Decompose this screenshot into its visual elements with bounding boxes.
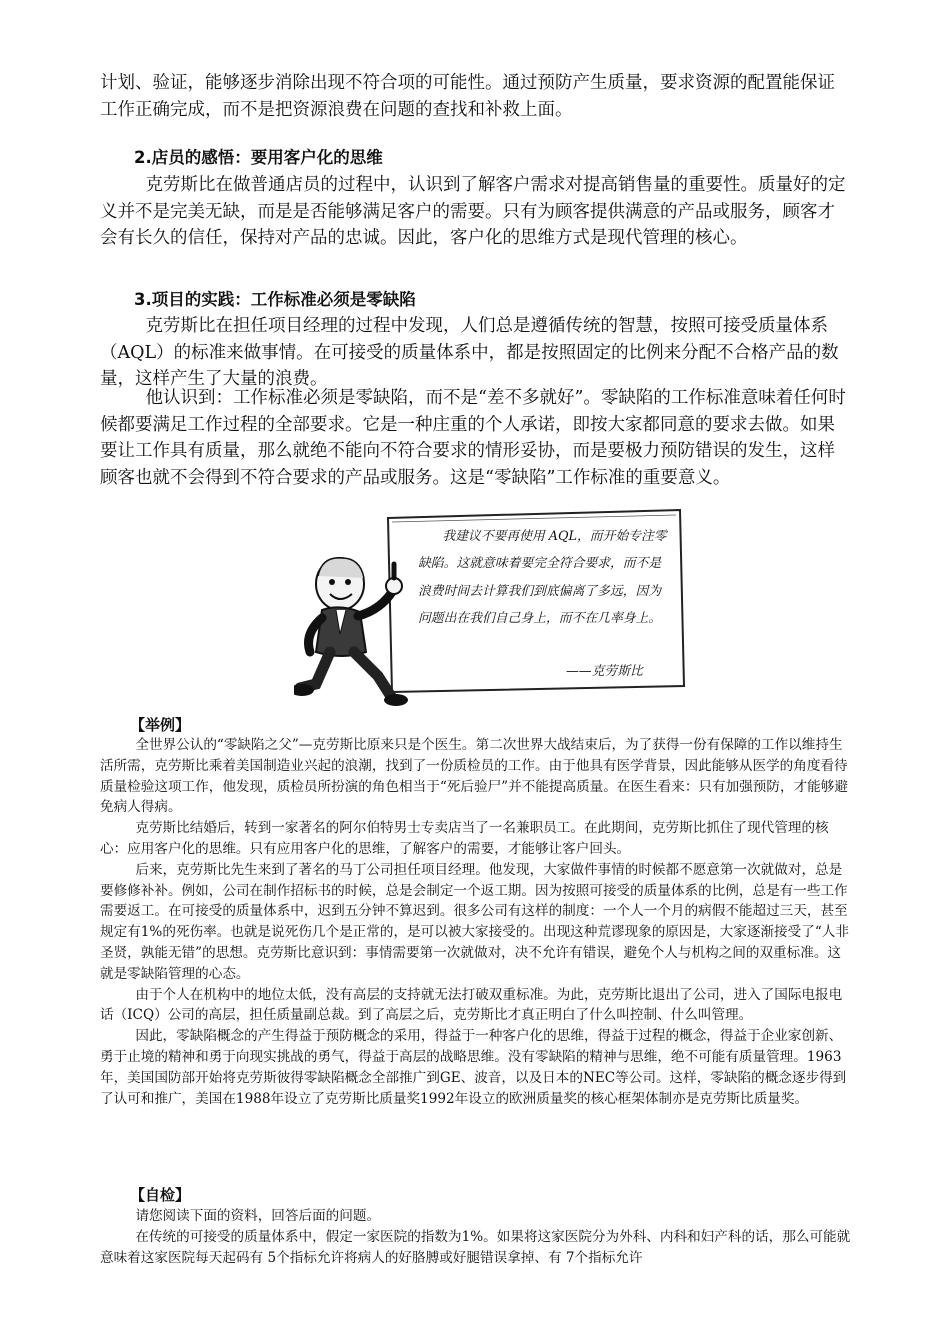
example-heading: 【举例】 — [130, 716, 191, 734]
section-2-heading: 2.店员的感悟：要用客户化的思维 — [134, 148, 383, 167]
selfcheck-paragraph: 在传统的可接受的质量体系中，假定一家医院的指数为1%。如果将这家医院分为外科、内科和妇产科的话，那么可能就意味着这家医院每天起码有 5个指标允许将病人的好胳膊或好腿错误拿掉、有 7个指标允许 — [100, 1228, 851, 1266]
selfcheck-body — [100, 1206, 852, 1268]
example-paragraph: 因此，零缺陷概念的产生得益于预防概念的采用，得益于一种客户化的思维，得益于过程的概念，得益于企业家创新、勇于止境的精神和勇于向现实挑战的勇气，得益于高层的战略思维。没有零缺陷的精神与思维，绝不可能有质量管理。1963年，美国国防部开始将克劳斯彼得零缺陷概念全部推广到GE、波音，以及日本的NEC等公司。这样，零缺陷的概念逐步得到了认可和推广，美国在1988年设立了克劳斯比质量奖1992年设立的欧洲质量奖的核心框架体制亦是克劳斯比质量奖。 — [100, 1028, 847, 1107]
example-paragraph: 由于个人在机构中的地位太低，没有高层的支持就无法打破双重标准。为此，克劳斯比退出了公司，进入了国际电报电话（ICQ）公司的高层，担任质量副总裁。到了高层之后，克劳斯比才真正明白了什么叫控制、什么叫管理。 — [100, 986, 843, 1024]
selfcheck-heading: 【自检】 — [130, 1186, 191, 1204]
intro-paragraph: 计划、验证，能够逐步消除出现不符合项的可能性。通过预防产生质量，要求资源的配置能保证工作正确完成，而不是把资源浪费在问题的查找和补救上面。 — [100, 73, 835, 120]
quote-text: 我建议不要再使用 AQL，而开始专注零缺陷。这就意味着要完全符合要求，而不是浪费时间去计算我们到底偏离了多远，因为问题出在我们自己身上，而不在几率身上。 — [418, 529, 667, 627]
example-paragraph: 克劳斯比结婚后，转到一家著名的阿尔伯特男士专卖店当了一名兼职员工。在此期间，克劳斯比抓住了现代管理的核心：应用客户化的思维。只有应用客户化的思维，了解客户的需要，才能够让客户回头。 — [100, 820, 829, 857]
section-3-paragraph-1: 克劳斯比在担任项目经理的过程中发现，人们总是遵循传统的智慧，按照可接受质量体系（AQL）的标准来做事情。在可接受的质量体系中，都是按照固定的比例来分配不合格产品的数量，这样产生了大量的浪费。 — [100, 316, 839, 389]
section-3-paragraph-2: 他认识到：工作标准必须是零缺陷，而不是“差不多就好”。零缺陷的工作标准意味着任何时候都要满足工作过程的全部要求。它是一种庄重的个人承诺，即按大家都同意的要求去做。如果要让工作具有质量，那么就绝不能向不符合要求的情形妥协，而是要极力预防错误的发生，这样顾客也就不会得到不符合要求的产品或服务。这是“零缺陷”工作标准的重要意义。 — [100, 388, 846, 488]
example-paragraph: 全世界公认的“零缺陷之父”—克劳斯比原来只是个医生。第二次世界大战结束后，为了获得一份有保障的工作以维持生活所需，克劳斯比乘着美国制造业兴起的浪潮，找到了一份质检员的工作。由于他具有医学背景，因此能够从医学的角度看待质量检验这项工作，他发现，质检员所扮演的角色相当于“死后验尸”并不能提高质量。在医生看来：只有加强预防，才能够避免病人得病。 — [100, 737, 848, 816]
running-man-illustration — [294, 548, 420, 713]
selfcheck-paragraph: 请您阅读下面的资料，回答后面的问题。 — [135, 1208, 381, 1224]
section-3-heading: 3.项目的实践：工作标准必须是零缺陷 — [134, 290, 416, 309]
example-body — [100, 735, 852, 1109]
section-2-paragraph: 克劳斯比在做普通店员的过程中，认识到了解客户需求对提高销售量的重要性。质量好的定义并不是完美无缺，而是是否能够满足客户的需要。只有为顾客提供满意的产品或服务，顾客才会有长久的信任，保持对产品的忠诚。因此，客户化的思维方式是现代管理的核心。 — [100, 175, 846, 248]
quote-signature: ——克劳斯比 — [566, 664, 643, 679]
example-paragraph: 后来，克劳斯比先生来到了著名的马丁公司担任项目经理。他发现，大家做件事情的时候都不愿意第一次就做对，总是要修修补补。例如，公司在制作招标书的时候，总是会制定一个返工期。因为按照可接受的质量体系的比例，总是有一些工作需要返工。在可接受的质量体系中，迟到五分钟不算迟到。很多公司有这样的制度：一个人一个月的病假不能超过三天，甚至规定有1%的死伤率。也就是说死伤几个是正常的，是可以被大家接受的。出现这种荒谬现象的原因是，大家逐渐接受了“人非圣贤，孰能无错”的思想。克劳斯比意识到：事情需要第一次就做对，决不允许有错误，避免个人与机构之间的双重标准。这就是零缺陷管理的心态。 — [100, 861, 849, 982]
